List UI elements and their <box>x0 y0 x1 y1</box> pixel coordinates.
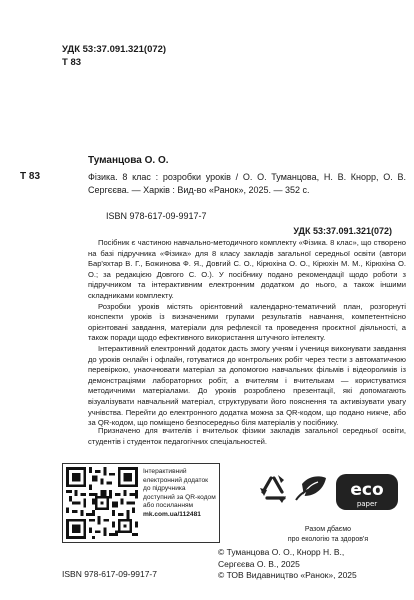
recycle-icon <box>260 475 286 503</box>
qr-caption-line: до підручника <box>143 485 186 493</box>
audience-note: Призначено для вчителів і вчительок фізики закладів загальної середньої освіти, студентів і студенток педагогічних спеціальностей. <box>88 426 406 446</box>
eco-caption-line-1: Разом дбаємо <box>304 526 352 533</box>
udk-code: УДК 53:37.091.321(072) <box>62 44 167 55</box>
qr-caption-line: електронний додаток <box>143 476 208 484</box>
eco-brand: eco <box>350 480 384 500</box>
udk-record: УДК 53:37.091.321(072) <box>293 226 392 236</box>
copyright-publisher: © ТОВ Видавництво «Ранок», 2025 <box>218 570 357 580</box>
copyright-line-2: Сергєєва О. В., 2025 <box>218 559 300 569</box>
eco-caption-line-2: про екологію та здоров'я <box>287 535 369 543</box>
qr-caption-line: або посиланням <box>143 502 194 510</box>
eco-sub: paper <box>356 500 378 508</box>
qr-caption-line: доступний за QR-кодом <box>143 493 216 501</box>
udk-header <box>62 43 166 69</box>
copyright-line-1: © Туманцова О. О., Кнорр Н. В., <box>218 547 345 557</box>
author-heading: Туманцова О. О. <box>88 155 169 166</box>
qr-caption <box>143 468 218 520</box>
eco-logos <box>254 466 414 527</box>
eco-caption <box>278 525 378 544</box>
eco-logos-graphic <box>254 466 404 522</box>
annotation-paragraph-3: Інтерактивний електронний додаток дасть змогу учням і учениця виконувати завдання до уроків онлайн і офлайн, готуватися до контрольних робіт через тести з автоматичною перевіркою, унаочнювати матеріал за допомогою навчальних фільмів і відеороликів із демонстраціями лабораторних робіт, а вчителям і вчителькам — користуватися методичними матеріалами. До уроків розроблено презентації, які допомагають візуалізувати навчальний матеріал, структурувати його пояснення та активізувати увагу учнівства. Перейти до електронного додатка можна за QR-кодом, що подано нижче, або за QR-кодом, що поміщено безпосередньо біля матеріалів у посібнику. <box>88 343 406 428</box>
qr-caption-line: Інтерактивний <box>143 468 187 475</box>
qr-code-icon[interactable] <box>66 467 138 539</box>
annotation-paragraph-1: Посібник є частиною навчально-методичного комплекту «Фізика. 8 клас», що створено на базі підручника «Фізика» для 8 класу закладів загальної середньої освіти (автори Бар'яхтар В. Г., Божинова Ф. Я., Довгий С. О., Кірюхіна О. О., Кірюхін М. М., Кірюхіна О. О.; за редакцією Довгого С. О.). У посібнику подано рекомендації щодо роботи з підручником та інтерактивним електронним додатком до нього, а також іншими складниками комплекту. <box>88 238 406 300</box>
copyright-authors <box>218 546 344 570</box>
bibliographic-description: Фізика. 8 клас : розробки уроків / О. О. Туманцова, Н. В. Кнорр, О. В. Сергєєва. — Харків : Вид-во «Ранок», 2025. — 352 с. <box>88 172 406 196</box>
isbn-record: ISBN 978-617-09-9917-7 <box>106 211 207 221</box>
eco-badge <box>336 474 398 510</box>
isbn-footer: ISBN 978-617-09-9917-7 <box>62 569 157 579</box>
author-mark: Т 83 <box>20 171 41 182</box>
bbk-code: Т 83 <box>62 57 82 68</box>
annotation <box>88 238 406 429</box>
app-link[interactable]: mk.com.ua/112481 <box>143 510 201 518</box>
annotation-paragraph-2: Розробки уроків містять орієнтовний календарно-тематичний план, розгорнуті конспекти уроків із визначеними групами результатів навчання, компетентнісно орієнтовані завдання, матеріали для рефлексії та проведення проєктної діяльності, а також поради щодо ефективного використання штучного інтелекту. <box>88 301 406 343</box>
leaf-icon <box>296 476 326 500</box>
qr-block <box>62 463 220 543</box>
